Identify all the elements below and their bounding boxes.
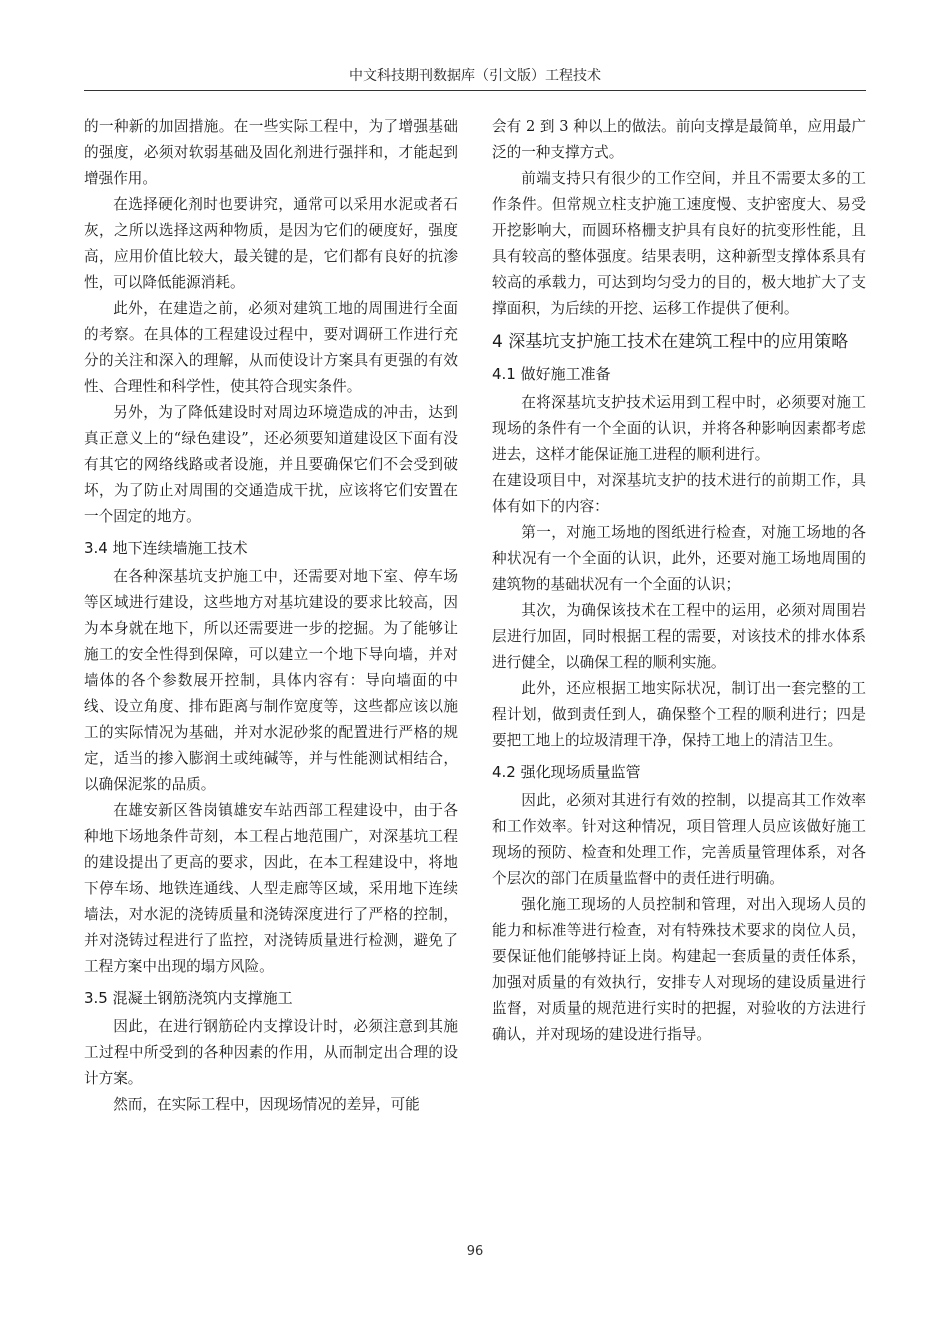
section-heading-4-1: 4.1 做好施工准备 <box>492 365 611 383</box>
section-heading-4: 4 深基坑支护施工技术在建筑工程中的应用策略 <box>492 332 849 352</box>
paragraph: 其次，为确保该技术在工程中的运用，必须对周围岩层进行加固，同时根据工程的需要，对该技术的排水体系进行健全，以确保工程的顺利实施。 <box>492 602 866 671</box>
paragraph: 第一，对施工场地的图纸进行检查，对施工场地的各种状况有一个全面的认识，此外，还要对施工场地周围的建筑物的基础状况有一个全面的认识； <box>492 524 866 593</box>
left-column <box>84 114 458 1118</box>
section-heading-4-2: 4.2 强化现场质量监管 <box>492 763 641 781</box>
paragraph: 在建设项目中，对深基坑支护的技术进行的前期工作，具体有如下的内容： <box>492 472 866 515</box>
right-column <box>492 114 866 1048</box>
paragraph: 另外，为了降低建设时对周边环境造成的冲击，达到真正意义上的“绿色建设”，还必须要知道建设区下面有没有其它的网络线路或者设施，并且要确保它们不会受到破坏，为了防止对周围的交通造成干扰，应该将它们安置在一个固定的地方。 <box>84 404 458 525</box>
paragraph: 在将深基坑支护技术运用到工程中时，必须要对施工现场的条件有一个全面的认识，并将各种影响因素都考虑进去，这样才能保证施工进程的顺利进行。 <box>492 394 866 463</box>
section-heading-3-4: 3.4 地下连续墙施工技术 <box>84 539 248 557</box>
paragraph: 在雄安新区昝岗镇雄安车站西部工程建设中，由于各种地下场地条件苛刻，本工程占地范围广，对深基坑工程的建设提出了更高的要求，因此，在本工程建设中，将地下停车场、地铁连通线、人型走廊等区域，采用地下连续墙法，对水泥的浇铸质量和浇铸深度进行了严格的控制，并对浇铸过程进行了监控，对浇铸质量进行检测，避免了工程方案中出现的塌方风险。 <box>84 802 458 975</box>
paragraph: 此外，还应根据工地实际状况，制订出一套完整的工程计划，做到责任到人，确保整个工程的顺利进行；四是要把工地上的垃圾清理干净，保持工地上的清洁卫生。 <box>492 680 866 749</box>
page-number: 96 <box>466 1244 484 1259</box>
paragraph: 会有 2 到 3 种以上的做法。前向支撑是最简单，应用最广泛的一种支撑方式。 <box>492 118 866 161</box>
paragraph: 强化施工现场的人员控制和管理，对出入现场人员的能力和标准等进行检查，对有特殊技术要求的岗位人员，要保证他们能够持证上岗。构建起一套质量的责任体系，加强对质量的有效执行，安排专人对现场的建设质量进行监督，对质量的规范进行实时的把握，对验收的方法进行确认，并对现场的建设进行指导。 <box>492 896 866 1043</box>
paragraph: 因此，在进行钢筋砼内支撑设计时，必须注意到其施工过程中所受到的各种因素的作用，从而制定出合理的设计方案。 <box>84 1018 458 1087</box>
paragraph: 因此，必须对其进行有效的控制，以提高其工作效率和工作效率。针对这种情况，项目管理人员应该做好施工现场的预防、检查和处理工作，完善质量管理体系，对各个层次的部门在质量监督中的责任进行明确。 <box>492 792 866 887</box>
paragraph: 在选择硬化剂时也要讲究，通常可以采用水泥或者石灰，之所以选择这两种物质，是因为它们的硬度好，强度高，应用价值比较大，最关键的是，它们都有良好的抗渗性，可以降低能源消耗。 <box>84 196 458 291</box>
paragraph: 在各种深基坑支护施工中，还需要对地下室、停车场等区域进行建设，这些地方对基坑建设的要求比较高，因为本身就在地下，所以还需要进一步的挖掘。为了能够让施工的安全性得到保障，可以建立一个地下导向墙，并对墙体的各个参数展开控制，具体内容有：导向墙面的中线、设立角度、排布距离与制作宽度等，这些都应该以施工的实际情况为基础，并对水泥砂浆的配置进行严格的规定，适当的掺入膨润土或纯碱等，并与性能测试相结合，以确保泥浆的品质。 <box>84 568 458 793</box>
section-heading-3-5: 3.5 混凝土钢筋浇筑内支撑施工 <box>84 989 293 1007</box>
paragraph: 的一种新的加固措施。在一些实际工程中，为了增强基础的强度，必须对软弱基础及固化剂进行强拌和，才能起到增强作用。 <box>84 118 458 187</box>
paragraph: 然而，在实际工程中，因现场情况的差异，可能 <box>113 1096 420 1113</box>
running-header: 中文科技期刊数据库（引文版）工程技术 <box>349 68 601 84</box>
paragraph: 此外，在建造之前，必须对建筑工地的周围进行全面的考察。在具体的工程建设过程中，要对调研工作进行充分的关注和深入的理解，从而使设计方案具有更强的有效性、合理性和科学性，使其符合现实条件。 <box>84 300 458 395</box>
header-rule <box>84 90 866 91</box>
paragraph: 前端支持只有很少的工作空间，并且不需要太多的工作条件。但常规立柱支护施工速度慢、支护密度大、易受开挖影响大，而圆环格栅支护具有良好的抗变形性能，且具有较高的整体强度。结果表明，这种新型支撑体系具有较高的承载力，可达到均匀受力的目的，极大地扩大了支撑面积，为后续的开挖、运移工作提供了便利。 <box>492 170 866 317</box>
